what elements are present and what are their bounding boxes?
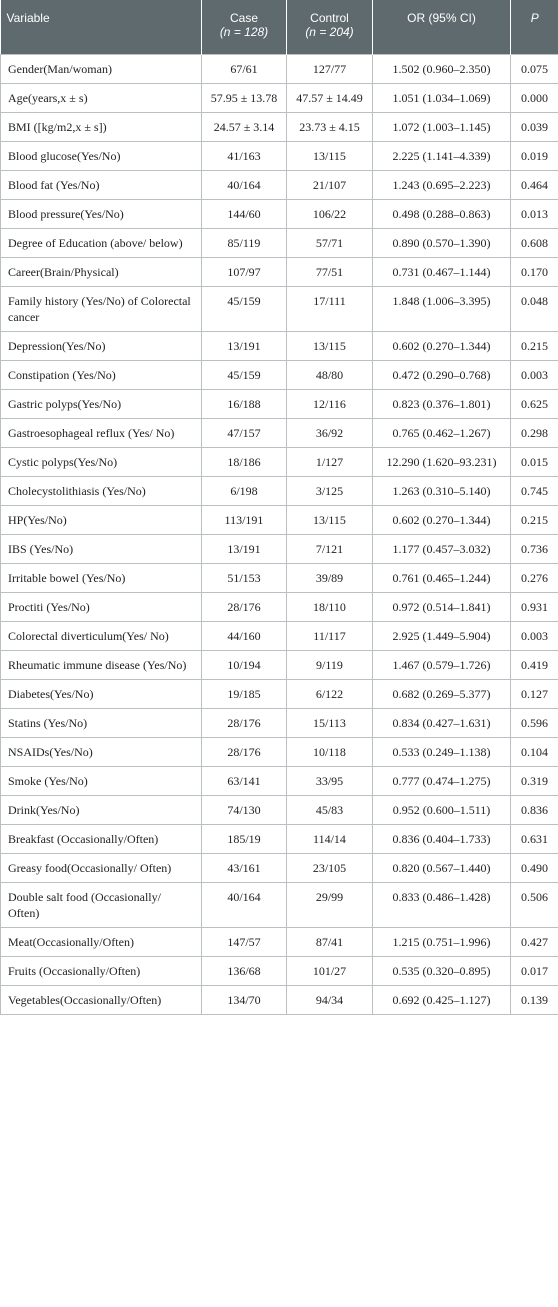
- cell-control: 11/117: [287, 621, 373, 650]
- cell-or: 0.765 (0.462–1.267): [373, 418, 511, 447]
- cell-p: 0.015: [511, 447, 558, 476]
- cell-p: 0.075: [511, 54, 558, 83]
- cell-control: 10/118: [287, 737, 373, 766]
- cell-p: 0.104: [511, 737, 558, 766]
- header-row: [1, 0, 558, 54]
- table-row: [1, 257, 558, 286]
- cell-control: 13/115: [287, 141, 373, 170]
- cell-case: 113/191: [202, 505, 287, 534]
- cell-or: 0.761 (0.465–1.244): [373, 563, 511, 592]
- cell-p: 0.931: [511, 592, 558, 621]
- table-row: [1, 795, 558, 824]
- cell-or: 0.535 (0.320–0.895): [373, 956, 511, 985]
- cell-control: 39/89: [287, 563, 373, 592]
- cell-variable: Diabetes(Yes/No): [1, 679, 202, 708]
- cell-or: 1.243 (0.695–2.223): [373, 170, 511, 199]
- table-body: [1, 54, 558, 1014]
- cell-or: 0.682 (0.269–5.377): [373, 679, 511, 708]
- cell-or: 0.834 (0.427–1.631): [373, 708, 511, 737]
- cell-control: 1/127: [287, 447, 373, 476]
- cell-variable: Gastroesophageal reflux (Yes/ No): [1, 418, 202, 447]
- cell-control: 94/34: [287, 985, 373, 1014]
- cell-variable: Depression(Yes/No): [1, 331, 202, 360]
- cell-or: 1.072 (1.003–1.145): [373, 112, 511, 141]
- cell-control: 6/122: [287, 679, 373, 708]
- cell-variable: Cystic polyps(Yes/No): [1, 447, 202, 476]
- cell-case: 74/130: [202, 795, 287, 824]
- cell-case: 47/157: [202, 418, 287, 447]
- header-control-label: Control: [310, 11, 349, 25]
- header-variable: Variable: [1, 0, 202, 54]
- table-row: [1, 418, 558, 447]
- cell-case: 144/60: [202, 199, 287, 228]
- cell-variable: Cholecystolithiasis (Yes/No): [1, 476, 202, 505]
- cell-p: 0.170: [511, 257, 558, 286]
- cell-or: 0.777 (0.474–1.275): [373, 766, 511, 795]
- table-row: [1, 360, 558, 389]
- cell-control: 13/115: [287, 331, 373, 360]
- cell-variable: Blood glucose(Yes/No): [1, 141, 202, 170]
- cell-p: 0.736: [511, 534, 558, 563]
- cell-case: 40/164: [202, 882, 287, 927]
- cell-variable: BMI ([kg/m2,x ± s]): [1, 112, 202, 141]
- cell-control: 33/95: [287, 766, 373, 795]
- cell-p: 0.215: [511, 331, 558, 360]
- cell-case: 24.57 ± 3.14: [202, 112, 287, 141]
- cell-or: 1.263 (0.310–5.140): [373, 476, 511, 505]
- cell-or: 0.498 (0.288–0.863): [373, 199, 511, 228]
- table-row: [1, 956, 558, 985]
- cell-or: 0.472 (0.290–0.768): [373, 360, 511, 389]
- cell-control: 114/14: [287, 824, 373, 853]
- cell-p: 0.836: [511, 795, 558, 824]
- cell-or: 0.823 (0.376–1.801): [373, 389, 511, 418]
- cell-variable: Vegetables(Occasionally/Often): [1, 985, 202, 1014]
- cell-case: 85/119: [202, 228, 287, 257]
- cell-control: 7/121: [287, 534, 373, 563]
- cell-or: 1.848 (1.006–3.395): [373, 286, 511, 331]
- cell-control: 15/113: [287, 708, 373, 737]
- table-row: [1, 621, 558, 650]
- cell-or: 0.972 (0.514–1.841): [373, 592, 511, 621]
- cell-control: 23.73 ± 4.15: [287, 112, 373, 141]
- cell-variable: Blood pressure(Yes/No): [1, 199, 202, 228]
- cell-variable: HP(Yes/No): [1, 505, 202, 534]
- header-control-n: (n = 204): [305, 25, 354, 39]
- cell-p: 0.427: [511, 927, 558, 956]
- cell-case: 185/19: [202, 824, 287, 853]
- cell-p: 0.596: [511, 708, 558, 737]
- cell-or: 0.820 (0.567–1.440): [373, 853, 511, 882]
- cell-p: 0.745: [511, 476, 558, 505]
- table-row: [1, 985, 558, 1014]
- table-row: [1, 824, 558, 853]
- cell-variable: Age(years,x ± s): [1, 83, 202, 112]
- table-row: [1, 389, 558, 418]
- cell-variable: NSAIDs(Yes/No): [1, 737, 202, 766]
- cell-variable: Statins (Yes/No): [1, 708, 202, 737]
- cell-control: 101/27: [287, 956, 373, 985]
- header-case: [202, 0, 287, 54]
- cell-or: 0.833 (0.486–1.428): [373, 882, 511, 927]
- table-row: [1, 766, 558, 795]
- table-row: [1, 534, 558, 563]
- cell-p: 0.127: [511, 679, 558, 708]
- table-row: [1, 679, 558, 708]
- cell-control: 12/116: [287, 389, 373, 418]
- cell-variable: Double salt food (Occasionally/ Often): [1, 882, 202, 927]
- cell-variable: Meat(Occasionally/Often): [1, 927, 202, 956]
- cell-p: 0.003: [511, 360, 558, 389]
- cell-control: 13/115: [287, 505, 373, 534]
- header-case-n: (n = 128): [219, 25, 269, 39]
- cell-case: 18/186: [202, 447, 287, 476]
- cell-or: 0.533 (0.249–1.138): [373, 737, 511, 766]
- cell-case: 13/191: [202, 534, 287, 563]
- table-row: [1, 331, 558, 360]
- cell-p: 0.319: [511, 766, 558, 795]
- cell-or: 12.290 (1.620–93.231): [373, 447, 511, 476]
- cell-case: 19/185: [202, 679, 287, 708]
- table-row: [1, 286, 558, 331]
- cell-variable: Gender(Man/woman): [1, 54, 202, 83]
- cell-or: 0.731 (0.467–1.144): [373, 257, 511, 286]
- cell-control: 3/125: [287, 476, 373, 505]
- cell-case: 67/61: [202, 54, 287, 83]
- table-row: [1, 882, 558, 927]
- cell-or: 0.952 (0.600–1.511): [373, 795, 511, 824]
- table-row: [1, 83, 558, 112]
- cell-control: 9/119: [287, 650, 373, 679]
- header-control: [287, 0, 373, 54]
- table-row: [1, 737, 558, 766]
- table-row: [1, 112, 558, 141]
- cell-or: 2.925 (1.449–5.904): [373, 621, 511, 650]
- cell-or: 0.836 (0.404–1.733): [373, 824, 511, 853]
- cell-case: 28/176: [202, 592, 287, 621]
- cell-control: 17/111: [287, 286, 373, 331]
- table-row: [1, 650, 558, 679]
- cell-or: 1.502 (0.960–2.350): [373, 54, 511, 83]
- cell-p: 0.276: [511, 563, 558, 592]
- cell-case: 43/161: [202, 853, 287, 882]
- cell-variable: Greasy food(Occasionally/ Often): [1, 853, 202, 882]
- cell-case: 63/141: [202, 766, 287, 795]
- cell-control: 23/105: [287, 853, 373, 882]
- cell-or: 0.602 (0.270–1.344): [373, 331, 511, 360]
- cell-variable: Rheumatic immune disease (Yes/No): [1, 650, 202, 679]
- cell-case: 45/159: [202, 360, 287, 389]
- cell-p: 0.139: [511, 985, 558, 1014]
- cell-case: 45/159: [202, 286, 287, 331]
- cell-or: 1.215 (0.751–1.996): [373, 927, 511, 956]
- cell-p: 0.298: [511, 418, 558, 447]
- table-row: [1, 476, 558, 505]
- table-row: [1, 505, 558, 534]
- cell-case: 44/160: [202, 621, 287, 650]
- cell-p: 0.464: [511, 170, 558, 199]
- cell-or: 0.602 (0.270–1.344): [373, 505, 511, 534]
- cell-control: 48/80: [287, 360, 373, 389]
- cell-case: 147/57: [202, 927, 287, 956]
- table-row: [1, 54, 558, 83]
- table-row: [1, 447, 558, 476]
- cell-control: 21/107: [287, 170, 373, 199]
- cell-control: 127/77: [287, 54, 373, 83]
- cell-p: 0.419: [511, 650, 558, 679]
- header-or: OR (95% CI): [373, 0, 511, 54]
- cell-variable: Gastric polyps(Yes/No): [1, 389, 202, 418]
- table-row: [1, 228, 558, 257]
- cell-p: 0.048: [511, 286, 558, 331]
- cell-variable: Degree of Education (above/ below): [1, 228, 202, 257]
- cell-p: 0.000: [511, 83, 558, 112]
- cell-variable: Constipation (Yes/No): [1, 360, 202, 389]
- cell-p: 0.625: [511, 389, 558, 418]
- header-p-label: P: [530, 11, 539, 25]
- cell-variable: Breakfast (Occasionally/Often): [1, 824, 202, 853]
- table-row: [1, 927, 558, 956]
- cell-control: 36/92: [287, 418, 373, 447]
- cell-p: 0.506: [511, 882, 558, 927]
- table-row: [1, 853, 558, 882]
- table-row: [1, 708, 558, 737]
- cell-or: 0.692 (0.425–1.127): [373, 985, 511, 1014]
- cell-variable: IBS (Yes/No): [1, 534, 202, 563]
- cell-p: 0.631: [511, 824, 558, 853]
- cell-control: 57/71: [287, 228, 373, 257]
- cell-control: 47.57 ± 14.49: [287, 83, 373, 112]
- cell-p: 0.017: [511, 956, 558, 985]
- table-row: [1, 170, 558, 199]
- table-row: [1, 141, 558, 170]
- cell-control: 106/22: [287, 199, 373, 228]
- table-row: [1, 199, 558, 228]
- cell-p: 0.490: [511, 853, 558, 882]
- cell-case: 6/198: [202, 476, 287, 505]
- cell-case: 10/194: [202, 650, 287, 679]
- cell-case: 136/68: [202, 956, 287, 985]
- cell-case: 28/176: [202, 708, 287, 737]
- header-case-label: Case: [229, 11, 258, 25]
- cell-p: 0.039: [511, 112, 558, 141]
- header-p: [511, 0, 558, 54]
- cell-or: 1.467 (0.579–1.726): [373, 650, 511, 679]
- cell-p: 0.608: [511, 228, 558, 257]
- table-header: [1, 0, 558, 54]
- cell-variable: Smoke (Yes/No): [1, 766, 202, 795]
- cell-control: 18/110: [287, 592, 373, 621]
- cell-case: 40/164: [202, 170, 287, 199]
- cell-or: 1.177 (0.457–3.032): [373, 534, 511, 563]
- cell-p: 0.019: [511, 141, 558, 170]
- cell-case: 13/191: [202, 331, 287, 360]
- cell-variable: Blood fat (Yes/No): [1, 170, 202, 199]
- cell-variable: Career(Brain/Physical): [1, 257, 202, 286]
- cell-control: 87/41: [287, 927, 373, 956]
- cell-case: 134/70: [202, 985, 287, 1014]
- cell-control: 77/51: [287, 257, 373, 286]
- cell-p: 0.013: [511, 199, 558, 228]
- cell-case: 57.95 ± 13.78: [202, 83, 287, 112]
- cell-variable: Fruits (Occasionally/Often): [1, 956, 202, 985]
- cell-variable: Drink(Yes/No): [1, 795, 202, 824]
- table-row: [1, 563, 558, 592]
- cell-control: 29/99: [287, 882, 373, 927]
- cell-variable: Proctiti (Yes/No): [1, 592, 202, 621]
- cell-case: 107/97: [202, 257, 287, 286]
- cell-case: 28/176: [202, 737, 287, 766]
- cell-variable: Colorectal diverticulum(Yes/ No): [1, 621, 202, 650]
- cell-variable: Irritable bowel (Yes/No): [1, 563, 202, 592]
- cell-p: 0.215: [511, 505, 558, 534]
- cell-case: 51/153: [202, 563, 287, 592]
- cell-or: 0.890 (0.570–1.390): [373, 228, 511, 257]
- table-row: [1, 592, 558, 621]
- cell-case: 16/188: [202, 389, 287, 418]
- cell-variable: Family history (Yes/No) of Colorectal cancer: [1, 286, 202, 331]
- cell-control: 45/83: [287, 795, 373, 824]
- cell-or: 2.225 (1.141–4.339): [373, 141, 511, 170]
- cell-case: 41/163: [202, 141, 287, 170]
- cell-or: 1.051 (1.034–1.069): [373, 83, 511, 112]
- cell-p: 0.003: [511, 621, 558, 650]
